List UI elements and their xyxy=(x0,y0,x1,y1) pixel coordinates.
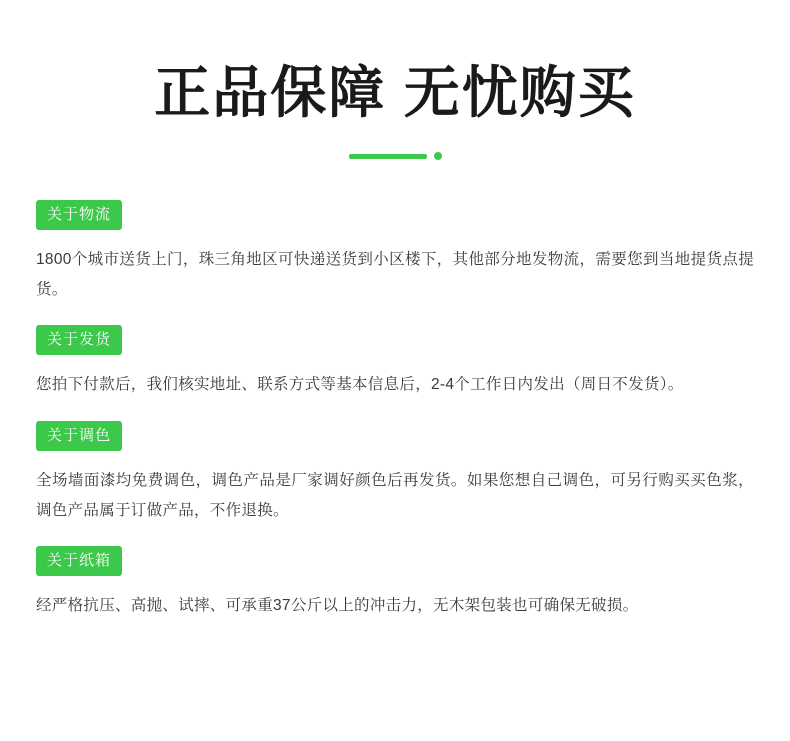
page-title: 正品保障 无忧购买 xyxy=(154,61,636,124)
section-tag-carton: 关于纸箱 xyxy=(36,546,122,576)
divider-bar xyxy=(349,154,427,159)
section-tag-shipping: 关于发货 xyxy=(36,325,122,355)
section-carton xyxy=(36,546,754,621)
section-tag-logistics: 关于物流 xyxy=(36,200,122,230)
section-text-logistics: 1800个城市送货上门，珠三角地区可快递送货到小区楼下，其他部分地发物流，需要您到当地提货点提货。 xyxy=(36,251,754,299)
bottom-spacer xyxy=(0,621,790,741)
divider xyxy=(0,150,790,162)
sections-list xyxy=(0,200,790,621)
section-color-mixing xyxy=(36,421,754,526)
section-text-color-mixing: 全场墙面漆均免费调色，调色产品是厂家调好颜色后再发货。如果您想自己调色，可另行购买买色浆，调色产品属于订做产品，不作退换。 xyxy=(36,471,754,519)
section-shipping xyxy=(36,325,754,400)
section-tag-color-mixing: 关于调色 xyxy=(36,421,122,451)
section-text-carton: 经严格抗压、高抛、试摔、可承重37公斤以上的冲击力，无木架包装也可确保无破损。 xyxy=(36,597,639,615)
section-text-shipping: 您拍下付款后，我们核实地址、联系方式等基本信息后，2-4个工作日内发出（周日不发货）。 xyxy=(36,376,684,394)
section-logistics xyxy=(36,200,754,305)
divider-dot xyxy=(434,152,442,160)
